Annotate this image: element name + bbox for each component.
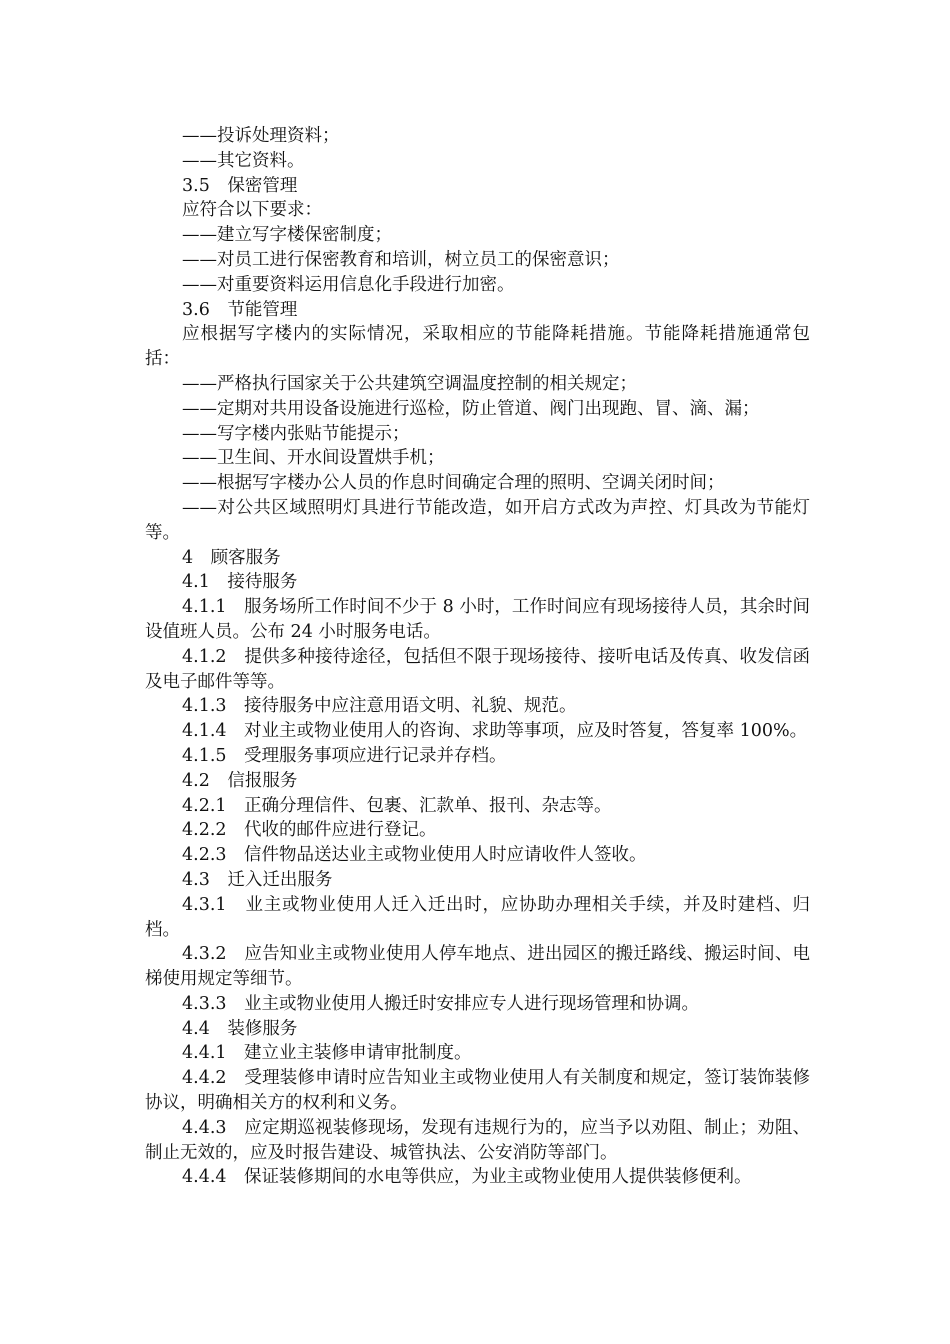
paragraph: 应根据写字楼内的实际情况，采取相应的节能降耗措施。节能降耗措施通常包括： [145, 324, 810, 370]
paragraph: 4.2.2 代收的邮件应进行登记。 [182, 820, 437, 841]
paragraph: 4.4 装修服务 [182, 1018, 298, 1039]
paragraph: ——对员工进行保密教育和培训，树立员工的保密意识； [182, 249, 620, 270]
paragraph: 4.2.3 信件物品送达业主或物业使用人时应请收件人签收。 [182, 845, 647, 866]
paragraph: 4.1.2 提供多种接待途径，包括但不限于现场接待、接听电话及传真、收发信函及电子邮件等等。 [145, 646, 810, 692]
paragraph: 3.6 节能管理 [182, 299, 298, 320]
paragraph: 4.2 信报服务 [182, 770, 298, 791]
paragraph: 4.3.1 业主或物业使用人迁入迁出时，应协助办理相关手续，并及时建档、归档。 [145, 894, 810, 940]
paragraph: 4.3 迁入迁出服务 [182, 869, 333, 890]
paragraph: 4.1 接待服务 [182, 572, 298, 593]
paragraph: 4.4.4 保证装修期间的水电等供应，为业主或物业使用人提供装修便利。 [182, 1167, 752, 1188]
paragraph: 4 顾客服务 [182, 547, 281, 568]
paragraph: ——投诉处理资料； [182, 126, 340, 146]
paragraph: 4.1.1 服务场所工作时间不少于 8 小时，工作时间应有现场接待人员，其余时间设值班人员。公布 24 小时服务电话。 [145, 597, 810, 642]
paragraph: 4.4.2 受理装修申请时应告知业主或物业使用人有关制度和规定，签订装饰装修协议，明确相关方的权利和义务。 [145, 1068, 810, 1114]
paragraph: ——对公共区域照明灯具进行节能改造，如开启方式改为声控、灯具改为节能灯等。 [145, 497, 810, 543]
paragraph: ——卫生间、开水间设置烘手机； [182, 448, 445, 469]
paragraph: ——写字楼内张贴节能提示； [182, 423, 410, 444]
paragraph: 4.1.4 对业主或物业使用人的咨询、求助等事项，应及时答复，答复率 100%。 [182, 721, 808, 742]
paragraph: ——严格执行国家关于公共建筑空调温度控制的相关规定； [182, 373, 637, 394]
paragraph: ——建立写字楼保密制度； [182, 225, 392, 246]
paragraph: 4.4.3 应定期巡视装修现场，发现有违规行为的，应当予以劝阻、制止；劝阻、制止无效的，应及时报告建设、城管执法、公安消防等部门。 [145, 1117, 810, 1163]
paragraph: ——其它资料。 [182, 150, 305, 171]
paragraph: 4.4.1 建立业主装修申请审批制度。 [182, 1043, 472, 1064]
paragraph: 4.3.3 业主或物业使用人搬迁时安排应专人进行现场管理和协调。 [182, 993, 700, 1014]
paragraph: 3.5 保密管理 [182, 175, 298, 196]
paragraph: ——根据写字楼办公人员的作息时间确定合理的照明、空调关闭时间； [182, 473, 725, 494]
paragraph: 4.1.3 接待服务中应注意用语文明、礼貌、规范。 [182, 696, 577, 717]
paragraph: 4.2.1 正确分理信件、包裹、汇款单、报刊、杂志等。 [182, 795, 612, 816]
paragraph: 4.3.2 应告知业主或物业使用人停车地点、进出园区的搬迁路线、搬运时间、电梯使用规定等细节。 [145, 944, 810, 990]
paragraph: 应符合以下要求： [182, 200, 322, 221]
document-body [145, 124, 810, 1190]
paragraph: ——对重要资料运用信息化手段进行加密。 [182, 274, 515, 295]
paragraph: 4.1.5 受理服务事项应进行记录并存档。 [182, 745, 507, 766]
paragraph: ——定期对共用设备设施进行巡检，防止管道、阀门出现跑、冒、滴、漏； [182, 398, 760, 419]
